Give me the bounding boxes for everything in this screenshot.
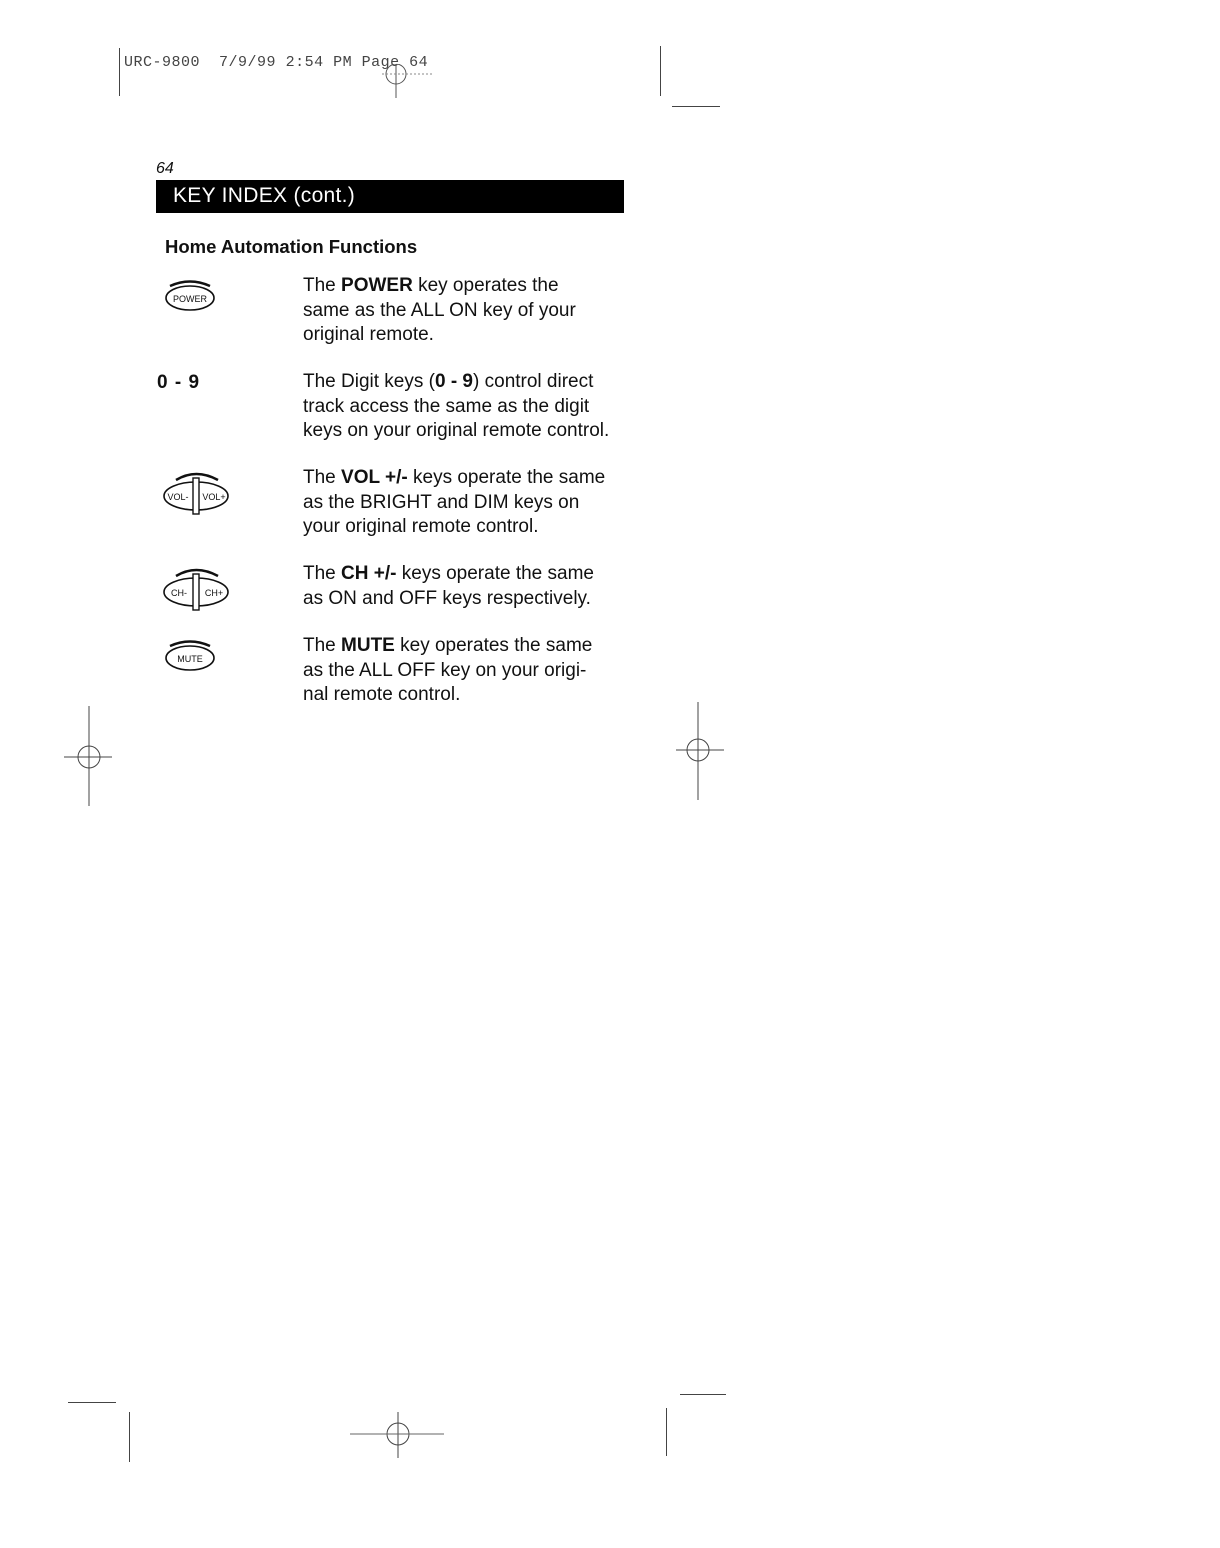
description-line (303, 274, 576, 299)
slug-time: 2:54 PM (285, 54, 353, 71)
description-text: key operates the (412, 275, 559, 296)
description-text: track access the same as the digit (303, 395, 590, 417)
ch-plus-label: CH+ (204, 588, 224, 598)
description-text: The (303, 635, 342, 656)
description-line (303, 634, 592, 659)
description-text: your original remote control. (303, 516, 539, 537)
vol-keys-description (303, 466, 605, 540)
crop-mark-bottom-right-horizontal (680, 1394, 726, 1395)
digit-keys-description (303, 370, 609, 444)
description-text: The (303, 563, 342, 584)
crop-mark-bottom-left-vertical (129, 1412, 130, 1462)
ch-keys-description (303, 562, 594, 611)
description-line (303, 683, 592, 708)
crop-mark-bottom-right-vertical (666, 1408, 667, 1456)
mute-key-label: MUTE (177, 654, 203, 664)
ch-keys-icon (160, 566, 234, 612)
description-line (303, 419, 609, 444)
key-name-bold: 0 - 9 (434, 371, 474, 392)
description-text: original remote. (303, 324, 434, 345)
page-number: 64 (156, 160, 174, 177)
description-line (303, 587, 594, 612)
vol-keys-icon (160, 470, 234, 516)
description-text: as ON and OFF keys respectively. (303, 587, 591, 609)
description-text: as the BRIGHT and DIM keys on (303, 491, 580, 513)
ch-minus-label: CH- (171, 588, 187, 598)
slug-date: 7/9/99 (219, 54, 277, 71)
key-name-bold: MUTE (341, 635, 395, 656)
registration-mark-bottom (350, 1412, 446, 1460)
description-text: key operates the same (394, 635, 593, 656)
registration-mark-left (62, 706, 114, 808)
description-line (303, 395, 609, 420)
section-heading: Home Automation Functions (165, 236, 418, 257)
crop-mark-top-right-horizontal (672, 106, 720, 107)
description-line (303, 323, 576, 348)
key-name-bold: CH +/- (341, 563, 397, 584)
description-text: The (303, 275, 342, 296)
description-line (303, 466, 605, 491)
description-line (303, 659, 592, 684)
description-text: keys operate the same (407, 467, 606, 488)
slug-page: Page 64 (361, 54, 429, 71)
description-text: keys operate the same (396, 563, 594, 584)
description-text: The (303, 467, 342, 488)
description-line (303, 515, 605, 540)
description-line (303, 370, 609, 395)
mute-key-icon (160, 638, 220, 678)
vol-minus-label: VOL- (167, 492, 189, 502)
slug-job: URC-9800 (124, 54, 201, 71)
crop-mark-top-left (119, 48, 120, 96)
registration-mark-top (376, 64, 436, 104)
power-key-icon (160, 278, 220, 318)
vol-plus-label: VOL+ (202, 492, 226, 502)
section-banner (156, 180, 624, 213)
description-text: ) control direct (473, 371, 594, 392)
power-key-description (303, 274, 576, 348)
description-text: as the ALL OFF key on your origi- (303, 659, 587, 681)
description-line (303, 299, 576, 324)
power-key-label: POWER (172, 294, 208, 304)
key-name-bold: VOL +/- (341, 467, 408, 488)
description-line (303, 491, 605, 516)
digit-keys-label: 0 - 9 (157, 372, 201, 393)
description-text: nal remote control. (303, 684, 461, 705)
key-name-bold: POWER (341, 275, 413, 296)
description-text: keys on your original remote control. (303, 420, 610, 441)
description-text: same as the ALL ON key of your (303, 299, 576, 321)
mute-key-description (303, 634, 592, 708)
crop-mark-bottom-left-horizontal (68, 1402, 116, 1403)
registration-mark-right (674, 702, 726, 802)
description-text: The Digit keys ( (303, 371, 435, 392)
banner-title: KEY INDEX (cont.) (173, 184, 356, 207)
description-line (303, 562, 594, 587)
crop-mark-top-right (660, 46, 661, 96)
